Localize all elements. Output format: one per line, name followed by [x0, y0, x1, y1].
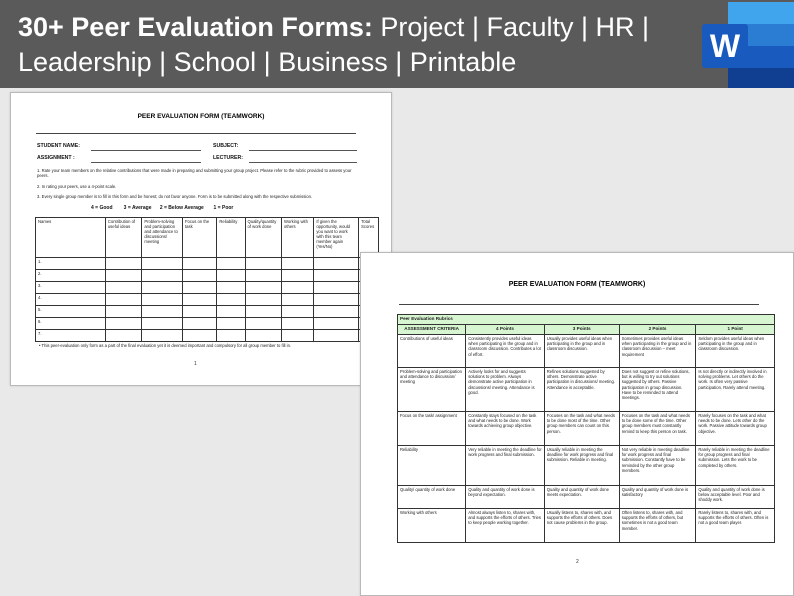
rating-cell[interactable]	[282, 294, 314, 306]
rating-cell[interactable]	[142, 282, 183, 294]
rating-cell[interactable]	[282, 318, 314, 330]
table-row	[36, 318, 379, 330]
rubric-cell: Quality and quantity of work done is satisfactory	[619, 486, 696, 509]
rating-cell[interactable]	[182, 258, 216, 270]
rating-cell[interactable]	[217, 306, 245, 318]
rubric-header: ASSESSMENT CRITERIA	[398, 325, 466, 335]
subject-field[interactable]	[249, 150, 357, 151]
header-banner	[0, 0, 794, 88]
rubric-cell: Very reliable in meeting the deadline for work progress and final submission.	[466, 446, 545, 486]
rating-cell[interactable]	[105, 330, 141, 342]
subject-label: SUBJECT:	[213, 143, 239, 149]
criteria-cell: Reliability	[398, 446, 466, 486]
rating-cell[interactable]	[245, 294, 281, 306]
col-header: If given the opportunity, would you want to work with this team member again (Yes/No)	[314, 218, 359, 258]
rating-cell[interactable]	[182, 282, 216, 294]
rating-cell[interactable]	[105, 306, 141, 318]
row-number: 6.	[36, 318, 106, 330]
col-header: Quality/quantity of work done	[245, 218, 281, 258]
rating-cell[interactable]	[105, 318, 141, 330]
lecturer-label: LECTURER:	[213, 155, 243, 161]
rating-cell[interactable]	[245, 258, 281, 270]
rubric-header: 3 Points	[544, 325, 619, 335]
table-row	[398, 368, 775, 412]
rating-cell[interactable]	[282, 306, 314, 318]
rating-cell[interactable]	[142, 258, 183, 270]
title-rule	[36, 133, 356, 134]
instruction-2: 2. In rating your peers, use a 4-point scale.	[37, 184, 117, 189]
rating-cell[interactable]	[142, 306, 183, 318]
table-row	[36, 270, 379, 282]
col-header: Working with others	[282, 218, 314, 258]
title-rule	[399, 304, 759, 305]
rubric-cell: Quality and quantity of work done is beyond expectation.	[466, 486, 545, 509]
rating-cell[interactable]	[282, 282, 314, 294]
col-header: Reliability	[217, 218, 245, 258]
table-row	[36, 294, 379, 306]
rating-cell[interactable]	[217, 270, 245, 282]
table-row	[398, 486, 775, 509]
peer-rating-table	[35, 217, 379, 342]
page1-title: PEER EVALUATION FORM (TEAMWORK)	[137, 113, 265, 120]
rating-cell[interactable]	[217, 282, 245, 294]
criteria-cell: Working with others	[398, 509, 466, 543]
rubric-cell: Not very reliable in meeting deadline for work progress and final submission. Constantly have to be reminded by the other group members.	[619, 446, 696, 486]
table-row	[398, 335, 775, 368]
footnote: • This peer-evaluation only form as a part of the final evaluation yet it is deemed important and compulsory for all group member to fill in.	[39, 343, 292, 348]
rubric-cell: Focuses on the task and what needs to be done most of the time. Other group members can count on this person.	[544, 412, 619, 446]
rubric-cell: Rarely listens to, shares with, and supports the efforts of others. Often is not a good team player.	[696, 509, 775, 543]
instruction-1: 1. Rate your team members on the relative contributions that were made in preparing and submitting your group project. Please refer to the rubric provided to assess your peers.	[37, 168, 352, 178]
criteria-cell: Problem-solving and participation and attendance to discussion/ meeting	[398, 368, 466, 412]
rubric-cell: Rarely focuses on the task and what needs to be done. Lets other do the work. Passive attitude towards group objective.	[696, 412, 775, 446]
rating-cell[interactable]	[182, 270, 216, 282]
rating-cell[interactable]	[105, 258, 141, 270]
banner-title-rest: Project | Faculty | HR | Leadership | School | Business | Printable	[18, 12, 650, 77]
rubric-cell: Usually listens to, shares with, and supports the efforts of others. Does not cause problems in the group.	[544, 509, 619, 543]
rubric-cell: Rarely reliable in meeting the deadline for group progress and final submission. Lets the work to be completed by others.	[696, 446, 775, 486]
rating-cell[interactable]	[142, 318, 183, 330]
banner-title	[18, 10, 658, 80]
rating-cell[interactable]	[245, 306, 281, 318]
rating-cell[interactable]	[217, 294, 245, 306]
col-header: Focus on the task	[182, 218, 216, 258]
rating-cell[interactable]	[182, 330, 216, 342]
table-row	[398, 412, 775, 446]
criteria-cell: Quality/ quantity of work done	[398, 486, 466, 509]
row-number: 7.	[36, 330, 106, 342]
student-name-field[interactable]	[91, 150, 201, 151]
rating-cell[interactable]	[282, 330, 314, 342]
rating-cell[interactable]	[245, 270, 281, 282]
rating-cell[interactable]	[314, 270, 359, 282]
col-header: Contribution of useful ideas	[105, 218, 141, 258]
rating-cell[interactable]	[217, 318, 245, 330]
rating-cell[interactable]	[245, 318, 281, 330]
rating-cell[interactable]	[105, 282, 141, 294]
col-header: Problem-solving and participation and attendance to discussions/ meeting	[142, 218, 183, 258]
rubric-cell: Actively looks for and suggests solutions to problem. Always demonstrate active participation in discussions/ meeting. Attendance is good.	[466, 368, 545, 412]
table-row	[398, 446, 775, 486]
criteria-cell: Contributions of useful ideas	[398, 335, 466, 368]
rubric-cell: Seldom provides useful ideas when participating in the group and in classroom discussion.	[696, 335, 775, 368]
page-number: 2	[576, 559, 579, 565]
table-row	[36, 330, 379, 342]
instruction-3: 3. Every single group member is to fill in this form and be honest; do not favor anyone. Form is to be submitted along with the respective submission.	[37, 194, 313, 199]
rating-cell[interactable]	[182, 294, 216, 306]
word-icon-letter: W	[709, 28, 741, 64]
assignment-label: ASSIGNMENT :	[37, 155, 75, 161]
rubric-cell: Quality and quantity of work done is below acceptable level. Poor and shoddy work.	[696, 486, 775, 509]
row-number: 1.	[36, 258, 106, 270]
row-number: 3.	[36, 282, 106, 294]
rubric-header: 2 Points	[619, 325, 696, 335]
rating-cell[interactable]	[314, 282, 359, 294]
rubric-header: 1 Point	[696, 325, 775, 335]
rubric-cell: Refines solutions suggested by others. Demonstrate active participation in discussions/ meeting. Attendance is acceptable.	[544, 368, 619, 412]
rating-cell[interactable]	[142, 270, 183, 282]
rubric-cell: Almost always listen to, shares with, and supports the efforts of others. Tries to keep people working together.	[466, 509, 545, 543]
row-number: 5.	[36, 306, 106, 318]
rubric-cell: Quality and quantity of work done meets expectation.	[544, 486, 619, 509]
rubric-header: 4 Points	[466, 325, 545, 335]
rating-cell[interactable]	[314, 306, 359, 318]
lecturer-field[interactable]	[249, 162, 357, 163]
rating-cell[interactable]	[314, 318, 359, 330]
rubric-cell: Does not suggest or refine solutions, but is willing to try out solutions suggested by others. Passive participation in group discussion. Have to be reminded to attend meetings.	[619, 368, 696, 412]
col-header: Total Scores	[359, 218, 379, 258]
page2-title: PEER EVALUATION FORM (TEAMWORK)	[508, 281, 646, 288]
table-row	[36, 282, 379, 294]
table-row	[36, 306, 379, 318]
rating-cell[interactable]	[105, 270, 141, 282]
rating-cell[interactable]	[182, 318, 216, 330]
table-row	[398, 509, 775, 543]
rubric-cell: Often listens to, shares with, and supports the efforts of others, but sometimes is not a good team member.	[619, 509, 696, 543]
col-header: Names	[36, 218, 106, 258]
rating-cell[interactable]	[314, 258, 359, 270]
criteria-cell: Focus on the task/ assignment	[398, 412, 466, 446]
row-number: 2.	[36, 270, 106, 282]
assignment-field[interactable]	[91, 162, 201, 163]
table-row	[36, 258, 379, 270]
student-name-label: STUDENT NAME:	[37, 143, 80, 149]
row-number: 4.	[36, 294, 106, 306]
word-icon	[700, 2, 794, 88]
rating-cell[interactable]	[245, 282, 281, 294]
rating-cell[interactable]	[217, 330, 245, 342]
banner-title-bold: 30+ Peer Evaluation Forms:	[18, 12, 373, 42]
rating-cell[interactable]	[217, 258, 245, 270]
rating-cell[interactable]	[314, 294, 359, 306]
page-number: 1	[194, 361, 197, 367]
form-page-1	[10, 92, 392, 386]
rating-cell[interactable]	[182, 306, 216, 318]
rubric-label: Peer Evaluation Rubrics	[398, 315, 775, 325]
rating-cell[interactable]	[245, 330, 281, 342]
rubric-cell: Is not directly or indirectly involved in solving problems. Let others do the work. Is often very passive participation. Rarely attend meeting.	[696, 368, 775, 412]
rating-cell[interactable]	[142, 330, 183, 342]
rubric-cell: Sometimes provides useful ideas when participating in the group and in classroom discussion – meet requirement	[619, 335, 696, 368]
form-page-2	[360, 252, 794, 596]
rating-cell[interactable]	[105, 294, 141, 306]
rating-cell[interactable]	[282, 258, 314, 270]
rating-scale: 4 = Good 3 = Average 2 = Below Average 1 = Poor	[91, 205, 234, 211]
rubric-cell: Constantly stays focused on the task and what needs to be done. Work towards achieving group objective.	[466, 412, 545, 446]
rating-cell[interactable]	[282, 270, 314, 282]
rubric-cell: Focuses on the task and what needs to be done some of the time. Other group members must constantly remind to keep this person on task.	[619, 412, 696, 446]
rubric-cell: Usually provides useful ideas when participating in the group and in classroom discussion.	[544, 335, 619, 368]
rubric-table	[397, 314, 775, 543]
rating-cell[interactable]	[314, 330, 359, 342]
rubric-cell: Usually reliable in meeting the deadline for work progress and final submission. Reliable in meeting.	[544, 446, 619, 486]
rating-cell[interactable]	[142, 294, 183, 306]
rubric-cell: Consistently provides useful ideas when participating in the group and in classroom discussion. Contributes a lot of effort.	[466, 335, 545, 368]
